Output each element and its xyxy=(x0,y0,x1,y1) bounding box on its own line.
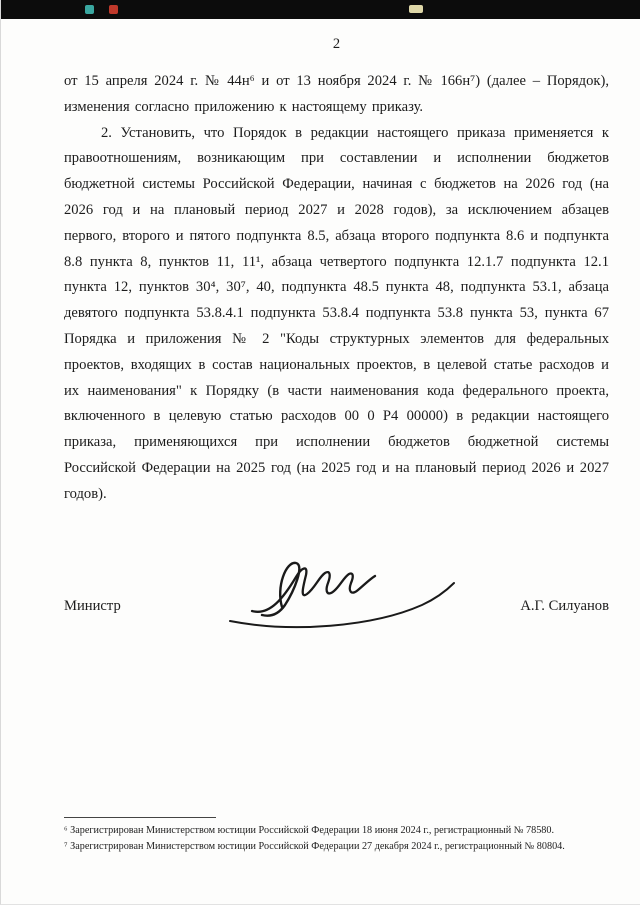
paragraph-2: 2. Установить, что Порядок в редакции настоящего приказа применяется к правоотношениям, возникающим при составлении и исполнении бюджетов бюджетной системы Российской Федерации, начиная с бюджетов на 2026 год (на 2026 год и на плановый период 2027 и 2028 годов), за исключением абзацев первого, второго и пятого подпункта 8.5, абзаца второго подпункта 8.6 и подпункта 8.8 пункта 8, пунктов 11, 11¹, абзаца четвертого подпункта 12.1.7 подпункта 12.1 пункта 12, пунктов 30⁴, 30⁷, 40, подпункта 48.5 пункта 48, подпункта 53.1, абзаца девятого подпункта 53.8.4.1 подпункта 53.8.4 подпункта 53.8 пункта 53, пункта 67 Порядка и приложения № 2 "Коды структурных элементов для федеральных проектов, входящих в состав национальных проектов, в целевой статье расходов и их наименования" к Порядку (в части наименования кода федерального проекта, включенного в целевую статью расходов 00 0 Р4 00000) в редакции настоящего приказа, применяющихся при исполнении бюджетов бюджетной системы Российской Федерации на 2025 год (на 2025 год и на плановый период 2026 и 2027 годов). xyxy=(64,124,609,502)
signature-handwritten xyxy=(222,553,462,633)
footnote-6: ⁶ Зарегистрирован Министерством юстиции Российской Федерации 18 июня 2024 г., регистрационный № 78580. xyxy=(64,825,555,836)
signatory-title: Министр xyxy=(64,598,121,614)
signatory-name: А.Г. Силуанов xyxy=(520,598,609,614)
scan-speck-red xyxy=(109,5,118,14)
footnote-rule xyxy=(64,817,216,818)
paragraph-continuation: от 15 апреля 2024 г. № 44н⁶ и от 13 ноября 2024 г. № 166н⁷) (далее – Порядок), изменения согласно приложению к настоящему приказу. xyxy=(64,73,609,115)
scan-speck-light xyxy=(409,5,423,13)
page-number: 2 xyxy=(332,36,341,52)
footnotes-section xyxy=(64,817,609,854)
document-body xyxy=(64,69,609,508)
signature-icon xyxy=(222,553,462,633)
signature-block xyxy=(64,545,609,625)
scan-edge-artifact xyxy=(1,0,640,19)
scan-speck-teal xyxy=(85,5,94,14)
footnote-7: ⁷ Зарегистрирован Министерством юстиции Российской Федерации 27 декабря 2024 г., регистрационный № 80804. xyxy=(64,840,565,852)
